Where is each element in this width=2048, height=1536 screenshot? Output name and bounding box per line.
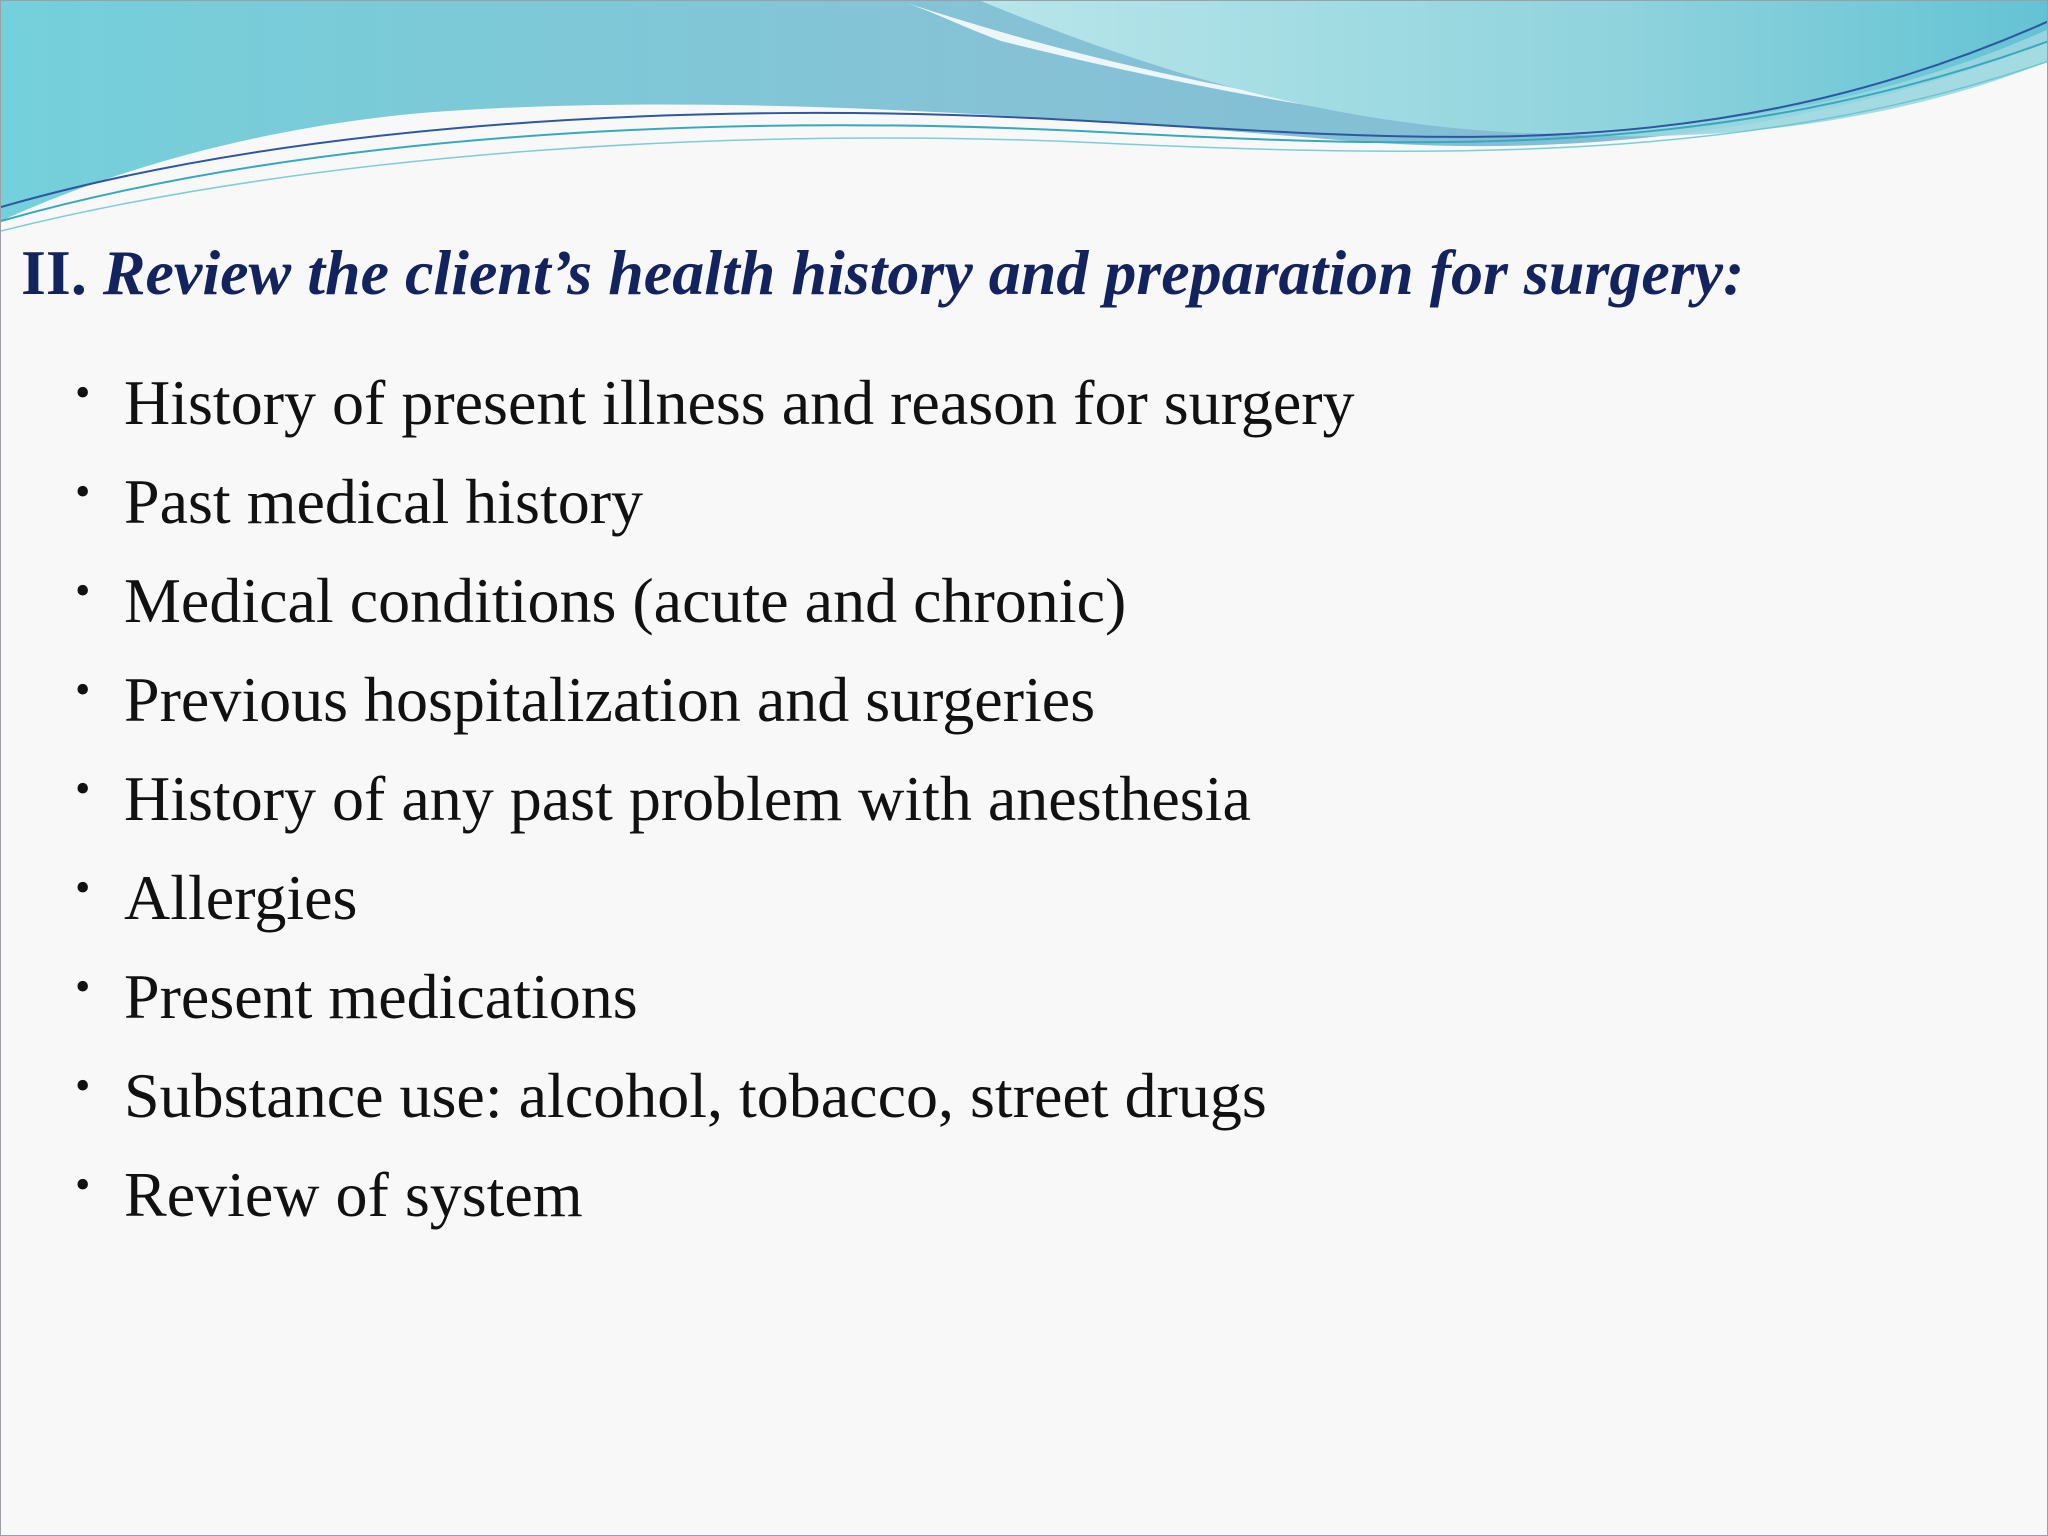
bullet-icon: •: [75, 764, 91, 813]
list-item-text: History of present illness and reason for surgery: [124, 367, 1355, 438]
list-item-text: Substance use: alcohol, tobacco, street drugs: [124, 1060, 1267, 1131]
section-numeral: II.: [21, 237, 87, 308]
bullet-icon: •: [75, 566, 91, 615]
list-item-text: Past medical history: [124, 466, 644, 537]
bullet-icon: •: [75, 1061, 91, 1110]
bullet-icon: •: [75, 368, 91, 417]
bullet-icon: •: [75, 467, 91, 516]
bullet-icon: •: [75, 863, 91, 912]
title-text: Review the client’s health history and preparation for surgery:: [102, 237, 1745, 308]
list-item-text: Review of system: [124, 1159, 583, 1230]
header-wave-decoration: [1, 1, 2048, 241]
list-item-text: Present medications: [124, 961, 638, 1032]
bullet-icon: •: [75, 962, 91, 1011]
list-item-text: Previous hospitalization and surgeries: [124, 664, 1096, 735]
slide-title: [21, 233, 1744, 313]
bullet-icon: •: [75, 665, 91, 714]
list-item-text: Allergies: [124, 862, 358, 933]
list-item-text: Medical conditions (acute and chronic): [124, 565, 1127, 636]
bullet-icon: •: [75, 1160, 91, 1209]
list-item-text: History of any past problem with anesthesia: [124, 763, 1251, 834]
